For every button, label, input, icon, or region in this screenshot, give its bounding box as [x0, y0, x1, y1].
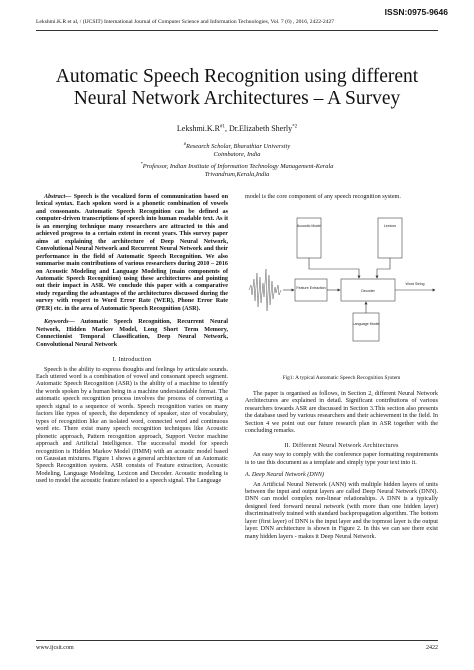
lexicon-to-decoder-arrow	[377, 258, 390, 278]
left-column	[36, 194, 228, 486]
section-1-text: Speech is the ability to express thoughts and feelings by articulate sounds. Each uttered word is a combination of vowel and consonant speech segment. Automatic Speech Recognition (ASR) is the ability of a machine to identify the words spoken by a human being in a machine understandable format. The automatic speech recognition process involves the process of converting a speech signal to a sequence of words. Speech recognition varies on many factors like types of speech, the dependency of speaker, size of vocabulary, types of recognition like an isolated word, connected word and continuous word etc. There exist many speech recognition techniques like Acoustic phonetic approach, Pattern recognition approach, Support Vector machine approach and Artificial Intelligence. The successful model for speech recognition is Hidden Markov Model (HMM) with an acoustic model based on Gaussian mixtures. Figure 1 shows a general architecture of an Automatic Speech Recognition system. ASR consists of Feature extraction, Acoustic Modeling, Language Modeling, Lexicon and Decoder. Acoustic modeling is used to model the acoustic feature related to a speech signal. The Language	[36, 366, 228, 485]
keywords	[36, 319, 228, 349]
authors-line	[0, 124, 474, 133]
affiliation-1-mark: #	[183, 141, 187, 146]
right-column-lower	[245, 391, 438, 541]
affiliation-2-line-1: Professor, Indian Institute of Information Technology Management-Kerala	[142, 163, 334, 171]
speech-waveform	[249, 269, 281, 311]
subsection-dnn-text: An Artificial Neural Network (ANN) with multiple hidden layers of units between the input and output layers are called Deep Neural Network (DNN). DNN can model complex non-linear relationships. A DNN is a typically designed feed forward neural network (with more than one hidden layer) discriminatively trained with standard backpropagation algorithm. The bottom layer (first layer) of DNN is the input layer and the topmost layer is the output layer. DNN architecture is shown in Figure 2. In this we can see there exist many hidden layers - makes it Deep Neural Network.	[245, 481, 438, 540]
section-2-heading: II. Different Neural Network Architectures	[284, 441, 399, 449]
right-top-text: model is the core component of any speech recognition system.	[245, 194, 401, 200]
page-number: 2422	[426, 645, 438, 651]
abstract	[36, 194, 228, 313]
author-1: Lekshmi.K.R	[176, 124, 220, 133]
feature-extraction-box	[295, 279, 327, 301]
issn-label: ISSN:0975-9646	[384, 7, 448, 17]
header-rule	[36, 30, 438, 31]
section-1-heading: I. Introduction	[112, 356, 152, 364]
section-2-intro: An easy way to comply with the conference paper formatting requirements is to use this document as a template and simply type your text into it.	[245, 452, 438, 466]
affiliation-2-mark: *	[140, 161, 143, 166]
running-head: Lekshmi.K.R et al, / (IJCSIT) International Journal of Computer Science and Information Technologies, Vol. 7 (6) , 2016, 2422-2427	[36, 19, 335, 25]
affiliation-2-line-2: Trivandrum,Kerala,India	[204, 171, 270, 179]
acoustic-to-decoder-arrow	[309, 258, 359, 278]
title-line-1: Automatic Speech Recognition using different	[55, 66, 419, 87]
language-model-box	[353, 313, 379, 341]
asr-figure	[245, 213, 438, 371]
paper-title	[30, 66, 444, 110]
decoder-label: Decoder	[361, 289, 375, 293]
abstract-label: Abstract—	[44, 194, 72, 200]
subsection-dnn-heading: A. Deep Neural Network (DNN)	[245, 472, 324, 479]
footer-url: www.ijcsit.com	[36, 645, 74, 651]
abstract-text: Speech is the vocalized form of communication based on lexical syntax. Each spoken word is a phonetic combination of vowels and consonants. Automatic Speech Recognition can be defined as computer-driven transcriptions of speech into human readable text. As it is an emerging technique many researchers are attracted to this and achieved progress to a certain extent in recent years. This survey paper aims at explaining the architecture of Deep Neural Network, Convolutional Neural Network and Recurrent Neural Network and their performance in the field of Automatic Speech Recognition. We also summarise main contributions of various researchers during 2010 – 2016 on Acoustic Modeling and Language Modeling (main components of Automatic Speech Recognition) using these architectures and pointing out their impact in ASR. We conclude this paper with a comparative study regarding the advantages of the architectures discussed during the survey with respect to Word Error Rate (WER), Phone Error Rate (PER) etc. in the area of Automatic Speech Recognition (ASR).	[36, 194, 228, 312]
keywords-text: Automatic Speech Recognition, Recurrent Neural Network, Hidden Markov Model, Long Short Term Memory, Connectionist Temporal Classification, Deep Neural Network, Convolutional Neural Network	[36, 319, 228, 348]
author-1-mark: #1	[220, 124, 225, 130]
author-2-mark: *2	[292, 124, 298, 130]
affiliation-1	[0, 140, 474, 160]
affiliation-2	[0, 160, 474, 180]
title-line-2: Neural Network Architectures – A Survey	[73, 88, 401, 109]
keywords-label: Keywords—	[44, 319, 75, 326]
figure-caption: Fig1: A typical Automatic Speech Recognition System	[282, 375, 401, 381]
lexicon-label: Lexicon	[383, 224, 397, 228]
author-2: , Dr.Elizabeth Sherly	[225, 124, 293, 133]
acoustic-model-label: Acoustic Model	[296, 224, 322, 228]
language-model-label: Language Model	[352, 322, 380, 326]
word-string-label: Word String	[405, 282, 425, 286]
footer-rule	[36, 640, 438, 641]
affiliation-1-line-2: Coimbatore, India	[213, 151, 261, 159]
organisation-paragraph: The paper is organised as follows, in Section 2, different Neural Network Architectures are explained in detail. Significant contributions of various researchers towards ASR are discussed in Section 3.This section also presents the database used by various researchers and their achievement in the field. In Section 4 we point out our future research plan in ASR together with the concluding remarks.	[245, 391, 438, 435]
affiliation-1-line-1: Research Scholar, Bharathiar University	[186, 143, 291, 151]
feature-extraction-label: Feature Extraction	[296, 286, 326, 290]
